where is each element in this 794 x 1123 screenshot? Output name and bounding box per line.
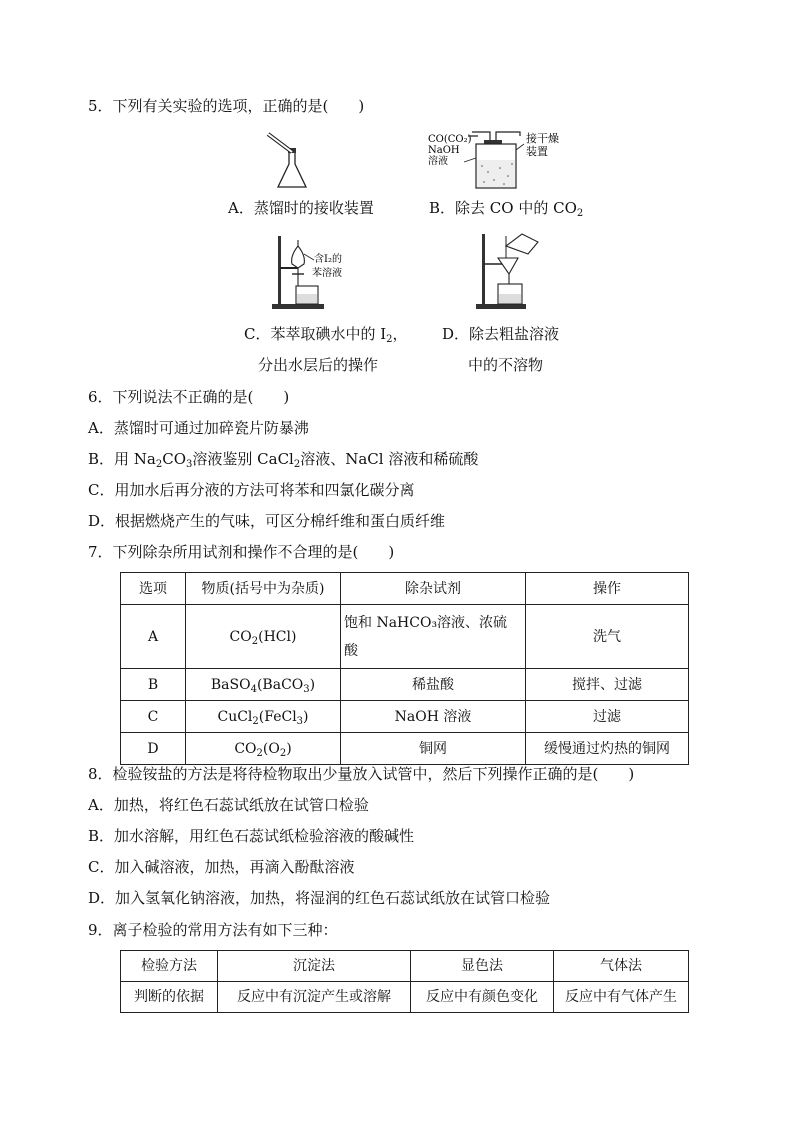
- q7-header-cell: 选项: [121, 573, 186, 605]
- q9-cell: 气体法: [554, 951, 689, 982]
- q7-row-a: [121, 605, 689, 669]
- fig-b-label-connect: 接干燥: [526, 132, 559, 145]
- q5-option-d-line2: 中的不溶物: [468, 356, 544, 374]
- q7-header-cell: 操作: [526, 573, 689, 605]
- fig-a-distillation-receiver: [262, 130, 322, 192]
- fig-b-label-device: 装置: [526, 145, 548, 158]
- q7-cell-operation: 搅拌、过滤: [526, 669, 689, 701]
- q9-table: [120, 950, 689, 1013]
- q7-cell-option: D: [121, 733, 186, 765]
- q9-cell: 判断的依据: [121, 982, 218, 1013]
- q7-cell-reagent: 铜网: [341, 733, 526, 765]
- q7-cell-operation: 缓慢通过灼热的铜网: [526, 733, 689, 765]
- q7-row-c: [121, 701, 689, 733]
- q8-option-b: B．加水溶解，用红色石蕊试纸检验溶液的酸碱性: [88, 827, 415, 845]
- q7-row-d: [121, 733, 689, 765]
- fig-b-wash-bottle: [428, 128, 578, 194]
- fig-c-label-1: 含I₂的: [314, 254, 342, 265]
- q9-cell: 沉淀法: [218, 951, 411, 982]
- fig-d-filtration: [476, 232, 546, 312]
- q6-stem: 6．下列说法不正确的是( ): [88, 388, 290, 406]
- q7-cell-operation: 过滤: [526, 701, 689, 733]
- q9-cell: 显色法: [411, 951, 554, 982]
- q7-header-row: [121, 573, 689, 605]
- q5-option-c-line1: C．苯萃取碘水中的 $I_2$，: [244, 325, 408, 345]
- q9-cell: 反应中有颜色变化: [411, 982, 554, 1013]
- q6-option-c: C．用加水后再分液的方法可将苯和四氯化碳分离: [88, 481, 415, 499]
- q7-row-b: [121, 669, 689, 701]
- q7-cell-substance: $CO_2(HCl)$: [186, 605, 341, 669]
- q8-stem: 8．检验铵盐的方法是将待检物取出少量放入试管中，然后下列操作正确的是( ): [88, 765, 635, 783]
- fig-b-label-solution: 溶液: [428, 156, 448, 167]
- q7-header-cell: 除杂试剂: [341, 573, 526, 605]
- fig-c-label-2: 苯溶液: [312, 268, 342, 279]
- q8-option-a: A．加热，将红色石蕊试纸放在试管口检验: [88, 796, 369, 814]
- q7-cell-reagent: 饱和 NaHCO₃溶液、浓硫 酸: [341, 605, 526, 669]
- q7-cell-substance: $CO_2(O_2)$: [186, 733, 341, 765]
- q9-cell: 反应中有沉淀产生或溶解: [218, 982, 411, 1013]
- fig-b-label-gas: CO(CO₂): [428, 134, 472, 145]
- q7-table: [120, 572, 689, 765]
- q8-option-c: C．加入碱溶液，加热，再滴入酚酞溶液: [88, 858, 355, 876]
- fig-b-label-naoh: NaOH: [428, 145, 460, 156]
- q6-option-b: B．用 $Na_2CO_3$溶液鉴别 CaCl$_2$溶液、NaCl 溶液和稀硫酸: [88, 450, 479, 470]
- q7-cell-reagent: 稀盐酸: [341, 669, 526, 701]
- q7-stem: 7．下列除杂所用试剂和操作不合理的是( ): [88, 543, 395, 561]
- q7-cell-option: A: [121, 605, 186, 669]
- q5-option-a: A．蒸馏时的接收装置: [228, 199, 374, 217]
- q8-option-d: D．加入氢氧化钠溶液，加热，将湿润的红色石蕊试纸放在试管口检验: [88, 889, 551, 907]
- q5-option-d-line1: D．除去粗盐溶液: [442, 325, 560, 343]
- q7-cell-operation: 洗气: [526, 605, 689, 669]
- q5-option-c-line2: 分出水层后的操作: [258, 356, 379, 374]
- q5-option-b: B．除去 CO 中的 $CO_2$: [429, 199, 584, 219]
- fig-c-separatory-funnel: [272, 234, 382, 312]
- q9-row-method: [121, 951, 689, 982]
- q7-cell-option: C: [121, 701, 186, 733]
- q7-cell-substance: CuCl$_2$(FeCl$_3$): [186, 701, 341, 733]
- q6-option-d: D．根据燃烧产生的气味，可区分棉纤维和蛋白质纤维: [88, 512, 446, 530]
- q9-cell: 反应中有气体产生: [554, 982, 689, 1013]
- q7-header-cell: 物质(括号中为杂质): [186, 573, 341, 605]
- q9-stem: 9．离子检验的常用方法有如下三种：: [88, 921, 338, 939]
- q9-row-basis: [121, 982, 689, 1013]
- q9-cell: 检验方法: [121, 951, 218, 982]
- q5-stem: 5．下列有关实验的选项，正确的是( ): [88, 97, 365, 115]
- q7-cell-substance: BaSO$_4$(BaCO$_3$): [186, 669, 341, 701]
- q7-cell-option: B: [121, 669, 186, 701]
- q7-cell-reagent: NaOH 溶液: [341, 701, 526, 733]
- q6-option-a: A．蒸馏时可通过加碎瓷片防暴沸: [88, 419, 309, 437]
